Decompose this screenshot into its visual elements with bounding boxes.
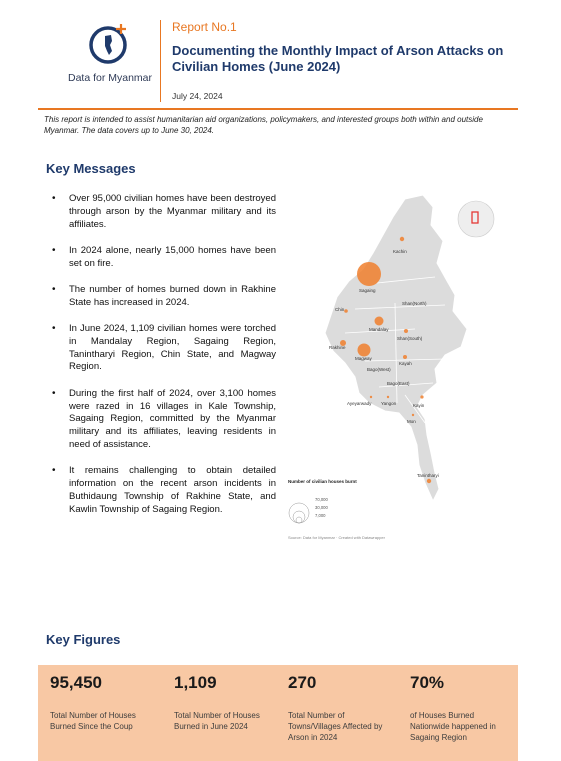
figure-value: 270 <box>288 673 317 692</box>
figure-value: 70% <box>410 673 445 692</box>
map-region-label: Bago(West) <box>367 367 391 372</box>
map-bubble <box>344 309 348 313</box>
key-message-item: • The number of homes burned down in Rakhine State has increased in 2024. <box>52 283 276 308</box>
bullet-icon: • <box>52 283 56 295</box>
map-source: Source: Data for Myanmar · Created with Datawrapper <box>288 535 385 540</box>
map-region-label: Mandalay <box>369 327 389 332</box>
figure-label: of Houses Burned Nationwide happened in Sagaing Region <box>410 711 496 742</box>
key-figures-heading: Key Figures <box>46 632 121 647</box>
figure-label: Total Number of Towns/Villages Affected by Arson in 2024 <box>288 711 383 742</box>
figure-label: Total Number of Houses Burned Since the Coup <box>50 711 136 731</box>
logo-icon <box>85 18 135 68</box>
figure-value: 95,450 <box>50 673 102 692</box>
intro-text: This report is intended to assist humanitarian aid organizations, policymakers, and interested groups both within and outside Myanmar. The data covers up to June 30, 2024. <box>44 115 483 135</box>
org-name: Data for Myanmar <box>67 72 153 84</box>
map-region-label: Kayah <box>399 361 412 366</box>
key-message-item: • During the first half of 2024, over 3,100 homes were razed in 16 villages in Kale Township, Sagaing Region, committed by the Myanmar military and its affiliates, leaving residents in need of assistance. <box>52 387 276 450</box>
figure-label: Total Number of Houses Burned in June 2024 <box>174 711 260 731</box>
map-bubble <box>427 479 431 483</box>
legend-bubble-large <box>289 503 309 523</box>
map-region-label: Kayin <box>413 403 425 408</box>
header-divider <box>160 20 161 102</box>
key-message-item: • In June 2024, 1,109 civilian homes were torched in Mandalay Region, Sagaing Region, Tanintharyi Region, Chin State, and Magway Region. <box>52 323 276 373</box>
map-bubble <box>358 344 371 357</box>
map-bubble <box>404 329 408 333</box>
org-logo <box>60 18 160 84</box>
map-bubble <box>387 396 389 398</box>
legend-value-medium: 30,000 <box>315 505 328 510</box>
report-title: Documenting the Monthly Impact of Arson Attacks on Civilian Homes (June 2024) <box>172 43 504 74</box>
inset-globe <box>458 201 494 237</box>
figure-value: 1,109 <box>174 673 217 692</box>
legend-value-small: 7,000 <box>315 513 326 518</box>
key-figures-panel <box>38 665 518 761</box>
map-bubble <box>412 414 414 416</box>
map-region-label: Chin <box>335 307 345 312</box>
map-bubble <box>420 395 423 398</box>
map-region-label: Kachin <box>393 249 407 254</box>
key-messages-list <box>52 193 276 530</box>
map-bubble <box>403 355 407 359</box>
map-region-label: Shan(North) <box>402 301 427 306</box>
key-message-item: • It remains challenging to obtain detailed information on the recent arson incidents in Buthidaung Township of Rakhine State, and Kawlin Township of Sagaing Region. <box>52 465 276 515</box>
map-region-label: Tanintharyi <box>417 473 439 478</box>
map-bubble <box>357 262 381 286</box>
legend-bubble-small <box>296 517 302 523</box>
header-rule <box>38 108 518 110</box>
map-bubble <box>375 317 384 326</box>
key-message-item: • Over 95,000 civilian homes have been destroyed through arson by the Myanmar military and its affiliates. <box>52 193 276 230</box>
map-region-label: Yangon <box>381 401 397 406</box>
legend-value-large: 70,000 <box>315 497 328 502</box>
bullet-icon: • <box>52 193 56 204</box>
key-message-item: • In 2024 alone, nearly 15,000 homes have been set on fire. <box>52 244 276 269</box>
bullet-icon: • <box>52 465 56 477</box>
map-bubble <box>370 396 372 398</box>
map-region-label: Rakhine <box>329 345 346 350</box>
arson-map <box>285 183 535 545</box>
map-bubble <box>400 237 404 241</box>
map-region-label: Shan(South) <box>397 336 423 341</box>
report-date: July 24, 2024 <box>172 91 223 101</box>
bullet-icon: • <box>52 387 56 399</box>
bullet-icon: • <box>52 244 56 256</box>
map-region-label: Bago(East) <box>387 381 410 386</box>
report-number: Report No.1 <box>172 20 237 34</box>
map-region-label: Sagaing <box>359 288 376 293</box>
map-region-label: Mon <box>407 419 416 424</box>
map-region-label: Magway <box>355 356 372 361</box>
map-region-label: Ayeyarwady <box>347 401 372 406</box>
key-messages-heading: Key Messages <box>46 161 136 176</box>
legend-title: Number of civilian houses burnt <box>288 479 357 484</box>
bullet-icon: • <box>52 323 56 335</box>
